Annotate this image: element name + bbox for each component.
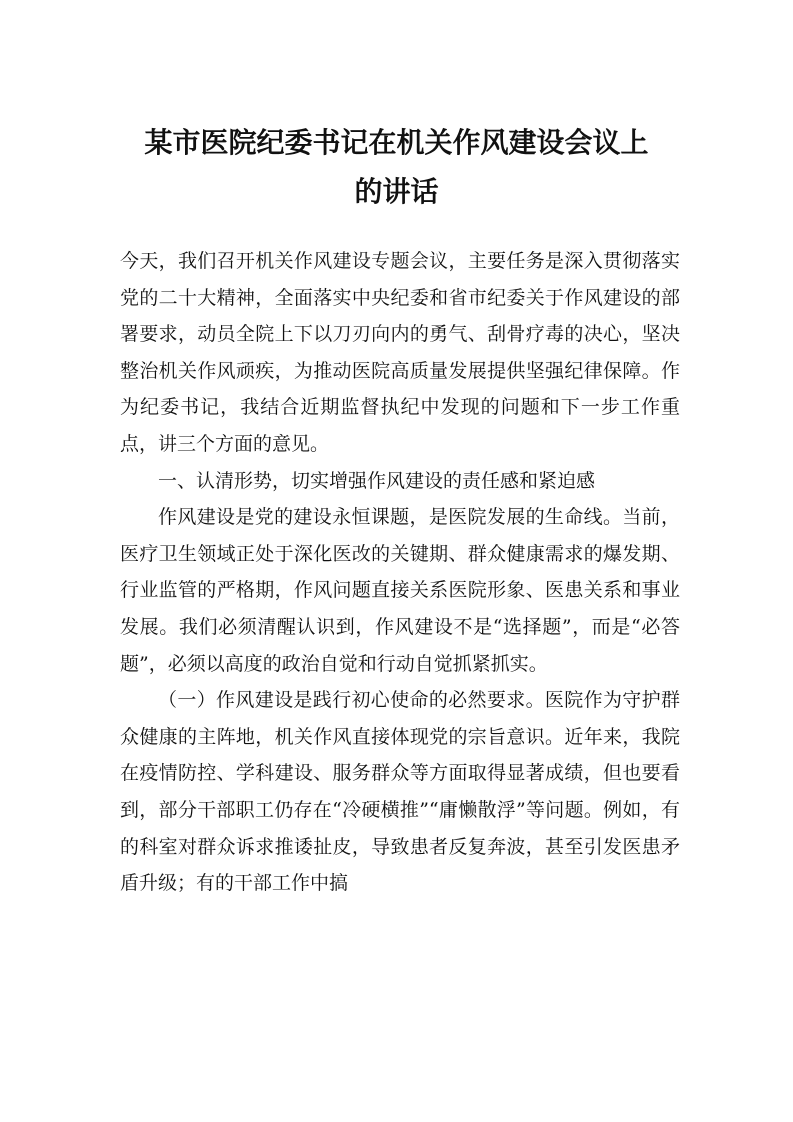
document-title-line-1: 某市医院纪委书记在机关作风建设会议上	[144, 126, 649, 159]
document-title-line-2: 的讲话	[354, 175, 439, 208]
document-body	[120, 243, 680, 902]
body-paragraph-1: 作风建设是党的建设永恒课题，是医院发展的生命线。当前，医疗卫生领域正处于深化医改的关键期、群众健康需求的爆发期、行业监管的严格期，作风问题直接关系医院形象、医患关系和事业发展。我们必须清醒认识到，作风建设不是“选择题”，而是“必答题”，必须以高度的政治自觉和行动自觉抓紧抓实。	[120, 506, 680, 675]
intro-paragraph: 今天，我们召开机关作风建设专题会议，主要任务是深入贯彻落实党的二十大精神，全面落实中央纪委和省市纪委关于作风建设的部署要求，动员全院上下以刀刃向内的勇气、刮骨疗毒的决心，坚决整治机关作风顽疾，为推动医院高质量发展提供坚强纪律保障。作为纪委书记，我结合近期监督执纪中发现的问题和下一步工作重点，讲三个方面的意见。	[120, 250, 680, 455]
section-heading-1: 一、认清形势，切实增强作风建设的责任感和紧迫感	[158, 469, 596, 492]
body-paragraph-2: （一）作风建设是践行初心使命的必然要求。医院作为守护群众健康的主阵地，机关作风直接体现党的宗旨意识。近年来，我院在疫情防控、学科建设、服务群众等方面取得显著成绩，但也要看到，部分干部职工仍存在“冷硬横推”“庸懒散浮”等问题。例如，有的科室对群众诉求推诿扯皮，导致患者反复奔波，甚至引发医患矛盾升级；有的干部工作中搞	[120, 689, 680, 895]
